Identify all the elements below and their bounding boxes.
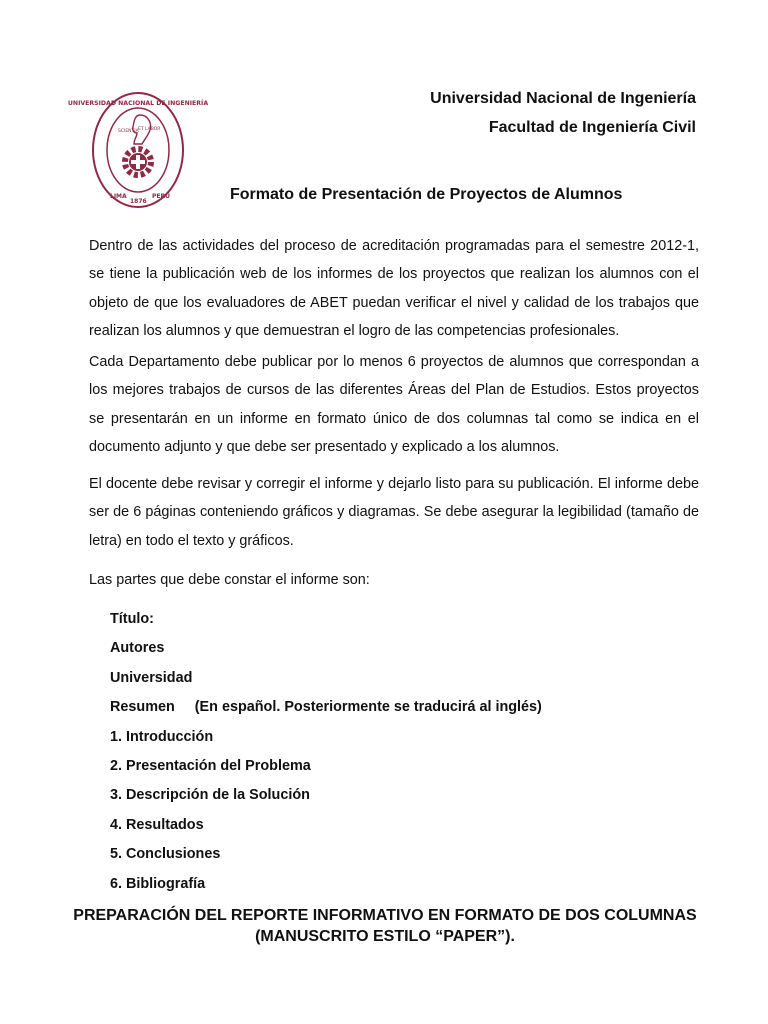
list-item: 6. Bibliografía xyxy=(110,875,206,892)
list-item: Universidad xyxy=(110,669,193,686)
document-title: Formato de Presentación de Proyectos de Alumnos xyxy=(230,186,623,203)
closing-heading: PREPARACIÓN DEL REPORTE INFORMATIVO EN FORMATO DE DOS COLUMNAS (MANUSCRITO ESTILO “PAPER”). xyxy=(73,907,697,945)
university-name: Universidad Nacional de Ingeniería xyxy=(430,90,696,107)
seal-motto-1: SCIENTIA xyxy=(118,129,139,134)
list-item: 1. Introducción xyxy=(110,728,214,745)
faculty-name: Facultad de Ingeniería Civil xyxy=(488,119,696,136)
paragraph-parts-intro: Las partes que debe constar el informe son: xyxy=(89,572,370,588)
list-item: 2. Presentación del Problema xyxy=(110,757,311,774)
list-item: 5. Conclusiones xyxy=(110,846,221,863)
seal-motto-2: ET LABOR xyxy=(138,127,161,132)
seal-text-year: 1876 xyxy=(130,198,147,205)
seal-text-country: PERÚ xyxy=(152,193,170,200)
list-item: 3. Descripción de la Solución xyxy=(110,787,310,804)
list-item: 4. Resultados xyxy=(110,816,204,833)
paragraph-accreditation: Dentro de las actividades del proceso de acreditación programadas para el semestre 2012-1, se tiene la publicación web de los informes de los proyectos que realizan los alumnos con el objeto de que los evaluadores de ABET puedan verificar el nivel y calidad de los trabajos que realizan los alumnos y que demuestran el logro de las competencias profesionales. xyxy=(89,238,699,340)
paragraph-department: Cada Departamento debe publicar por lo menos 6 proyectos de alumnos que correspondan a los mejores trabajos de cursos de las diferentes Áreas del Plan de Estudios. Estos proyectos se presentarán en un informe en formato único de dos columnas tal como se indica en el documento adjunto y que debe ser presentado y explicado a los alumnos. xyxy=(89,354,699,456)
university-seal xyxy=(67,90,209,210)
report-parts-list xyxy=(110,605,542,899)
list-item: Autores xyxy=(110,640,165,657)
seal-text-top: UNIVERSIDAD NACIONAL DE INGENIERÍA xyxy=(67,100,209,107)
list-item: Título: xyxy=(110,611,154,627)
seal-text-lima: LIMA xyxy=(110,193,127,200)
paragraph-teacher: El docente debe revisar y corregir el informe y dejarlo listo para su publicación. El informe debe ser de 6 páginas conteniendo gráficos y diagramas. Se debe asegurar la legibilidad (tamaño de letra) en todo el texto y gráficos. xyxy=(89,476,699,549)
list-item: Resumen (En español. Posteriormente se traducirá al inglés) xyxy=(110,699,542,716)
